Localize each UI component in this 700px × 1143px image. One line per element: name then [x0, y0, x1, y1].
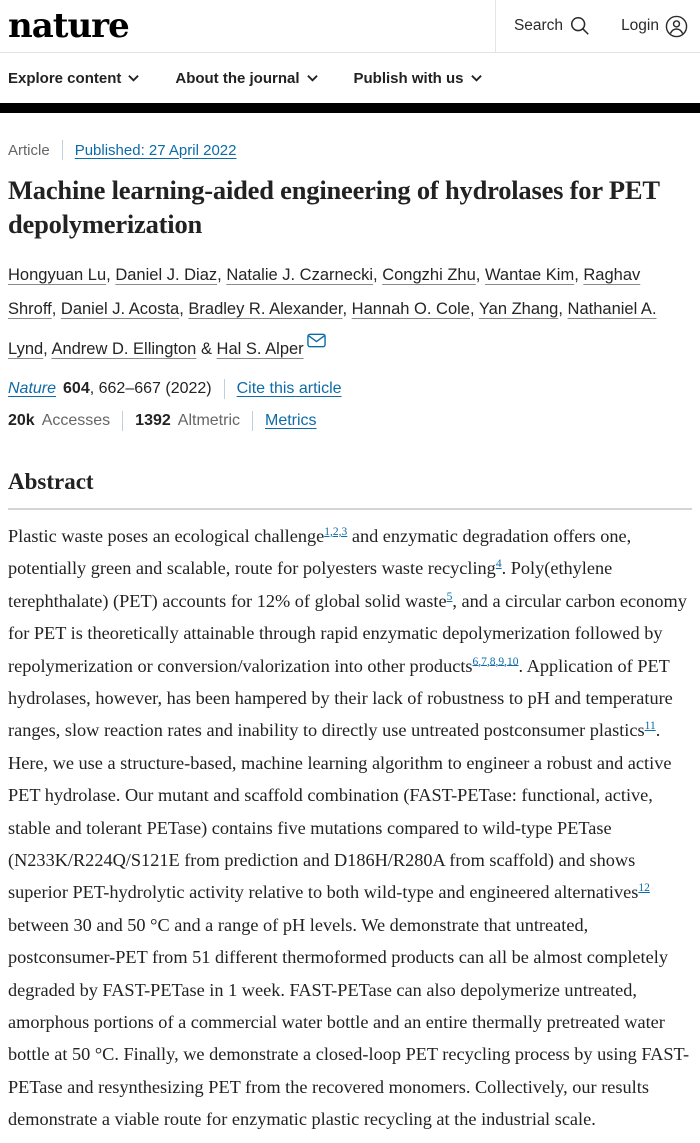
site-header [0, 0, 700, 53]
nature-logo[interactable]: nature [8, 6, 129, 46]
search-label: Search [513, 17, 564, 34]
divider [122, 411, 123, 431]
divider [252, 411, 253, 431]
abstract-heading: Abstract [8, 468, 94, 494]
journal-citation-line [8, 379, 692, 399]
reference-link[interactable]: 5 [446, 590, 453, 603]
reference-link[interactable]: 12 [638, 882, 650, 895]
author-link[interactable]: Wantae Kim [484, 265, 575, 284]
article-page [0, 140, 700, 1136]
chevron-down-icon [307, 74, 318, 82]
journal-volume: 604 [63, 379, 90, 397]
nav-explore-content-label: Explore content [8, 69, 122, 87]
abstract-paragraph: Plastic waste poses an ecological challenge$^{1,2,3}$ and enzymatic degradation offers one, potentially green and scalable, route for polyesters waste recycling$^4$. Poly(ethylene terephthalate) (PET) accounts for 12% of global solid waste$^5$, and a circular carbon economy for PET is theoretically attainable through rapid enzymatic depolymerization followed by repolymerization or conversion/valorization into other products$^{6,7,8,9,10}$. Application of PET hydrolases, however, has been hampered by their lack of robustness to pH and temperature ranges, slow reaction rates and inability to directly use untreated postconsumer plastics$^{11}$. Here, we use a structure-based, machine learning algorithm to engineer a robust and active PET hydrolase. Our mutant and scaffold combination (FAST-PETase: functional, active, stable and tolerant PETase) contains five mutations compared to wild-type PETase (N233K/R224Q/S121E from prediction and D186H/R280A from scaffold) and shows superior PET-hydrolytic activity relative to both wild-type and engineered alternatives$^{12}$ between 30 and 50 °C and a range of pH levels. We demonstrate that untreated, postconsumer-PET from 51 different thermoformed products can all be almost completely degraded by FAST-PETase in 1 week. FAST-PETase can also depolymerize untreated, amorphous portions of a commercial water bottle and an entire thermally pretreated water bottle at 50 °C. Finally, we demonstrate a closed-loop PET recycling process by using FAST-PETase and resynthesizing PET from the recovered monomers. Collectively, our results demonstrate a viable route for enzymatic plastic recycling at the industrial scale. [8, 525, 690, 1130]
nav-about-the-journal[interactable] [175, 70, 317, 87]
page-title: Machine learning-aided engineering of hydrolases for PET depolymerization [8, 175, 660, 240]
accesses-count: 20k [8, 411, 35, 429]
nav-about-the-journal-label: About the journal [175, 69, 300, 87]
article-type-label: Article [8, 141, 50, 159]
chevron-down-icon [471, 74, 482, 82]
user-account-icon [665, 15, 688, 38]
author-link[interactable]: Hal S. Alper [216, 339, 304, 358]
chevron-down-icon [128, 74, 139, 82]
author-link[interactable]: Andrew D. Ellington [51, 339, 197, 358]
altmetric-label: Altmetric [177, 411, 240, 429]
author-link[interactable]: Bradley R. Alexander [188, 299, 343, 318]
nav-explore-content[interactable] [8, 70, 139, 87]
altmetric-count: 1392 [135, 411, 171, 429]
author-link[interactable]: Yan Zhang [478, 299, 559, 318]
published-date-link[interactable]: Published: 27 April 2022 [74, 141, 237, 159]
author-list [8, 258, 692, 366]
author-link[interactable]: Hannah O. Cole [351, 299, 470, 318]
divider [62, 140, 63, 160]
article-metrics [8, 411, 692, 431]
author-link[interactable]: Raghav Shroff [8, 265, 641, 318]
cite-this-article-link[interactable]: Cite this article [236, 379, 342, 397]
nav-publish-with-us-label: Publish with us [353, 69, 464, 87]
divider [224, 379, 225, 399]
author-link[interactable]: Congzhi Zhu [382, 265, 476, 284]
section-rule [8, 508, 692, 510]
author-link[interactable]: Natalie J. Czarnecki [226, 265, 374, 284]
reference-link[interactable]: 4 [495, 558, 502, 571]
journal-nav [0, 53, 700, 103]
reference-link[interactable]: 1,2,3 [324, 525, 348, 538]
journal-pages-year: , 662–667 (2022) [89, 379, 212, 397]
article-identifiers [8, 140, 692, 160]
journal-banner-bar [0, 103, 700, 113]
email-envelope-icon[interactable] [307, 334, 326, 352]
reference-link[interactable]: 6,7,8,9,10 [472, 655, 519, 668]
author-link[interactable]: Hongyuan Lu [8, 265, 107, 284]
journal-name-link[interactable]: Nature [8, 379, 57, 397]
search-icon [569, 15, 591, 37]
metrics-details-link[interactable]: Metrics [265, 411, 317, 429]
search-button[interactable] [514, 15, 591, 37]
login-label: Login [621, 17, 659, 34]
author-link[interactable]: Daniel J. Acosta [60, 299, 180, 318]
abstract-section [8, 469, 692, 1136]
header-actions [495, 0, 700, 52]
nav-publish-with-us[interactable] [354, 70, 482, 87]
accesses-label: Accesses [41, 411, 111, 429]
author-names: Hongyuan Lu, Daniel J. Diaz, Natalie J. Czarnecki, Congzhi Zhu, Wantae Kim, Raghav Shroff, Daniel J. Acosta, Bradley R. Alexander, Hannah O. Cole, Yan Zhang, Nathaniel A. Lynd, Andrew D. Ellington & Hal S. Alper [8, 265, 657, 358]
reference-link[interactable]: 11 [644, 720, 656, 733]
author-link[interactable]: Daniel J. Diaz [115, 265, 218, 284]
login-button[interactable] [621, 15, 688, 38]
author-link[interactable]: Nathaniel A. Lynd [8, 299, 657, 358]
